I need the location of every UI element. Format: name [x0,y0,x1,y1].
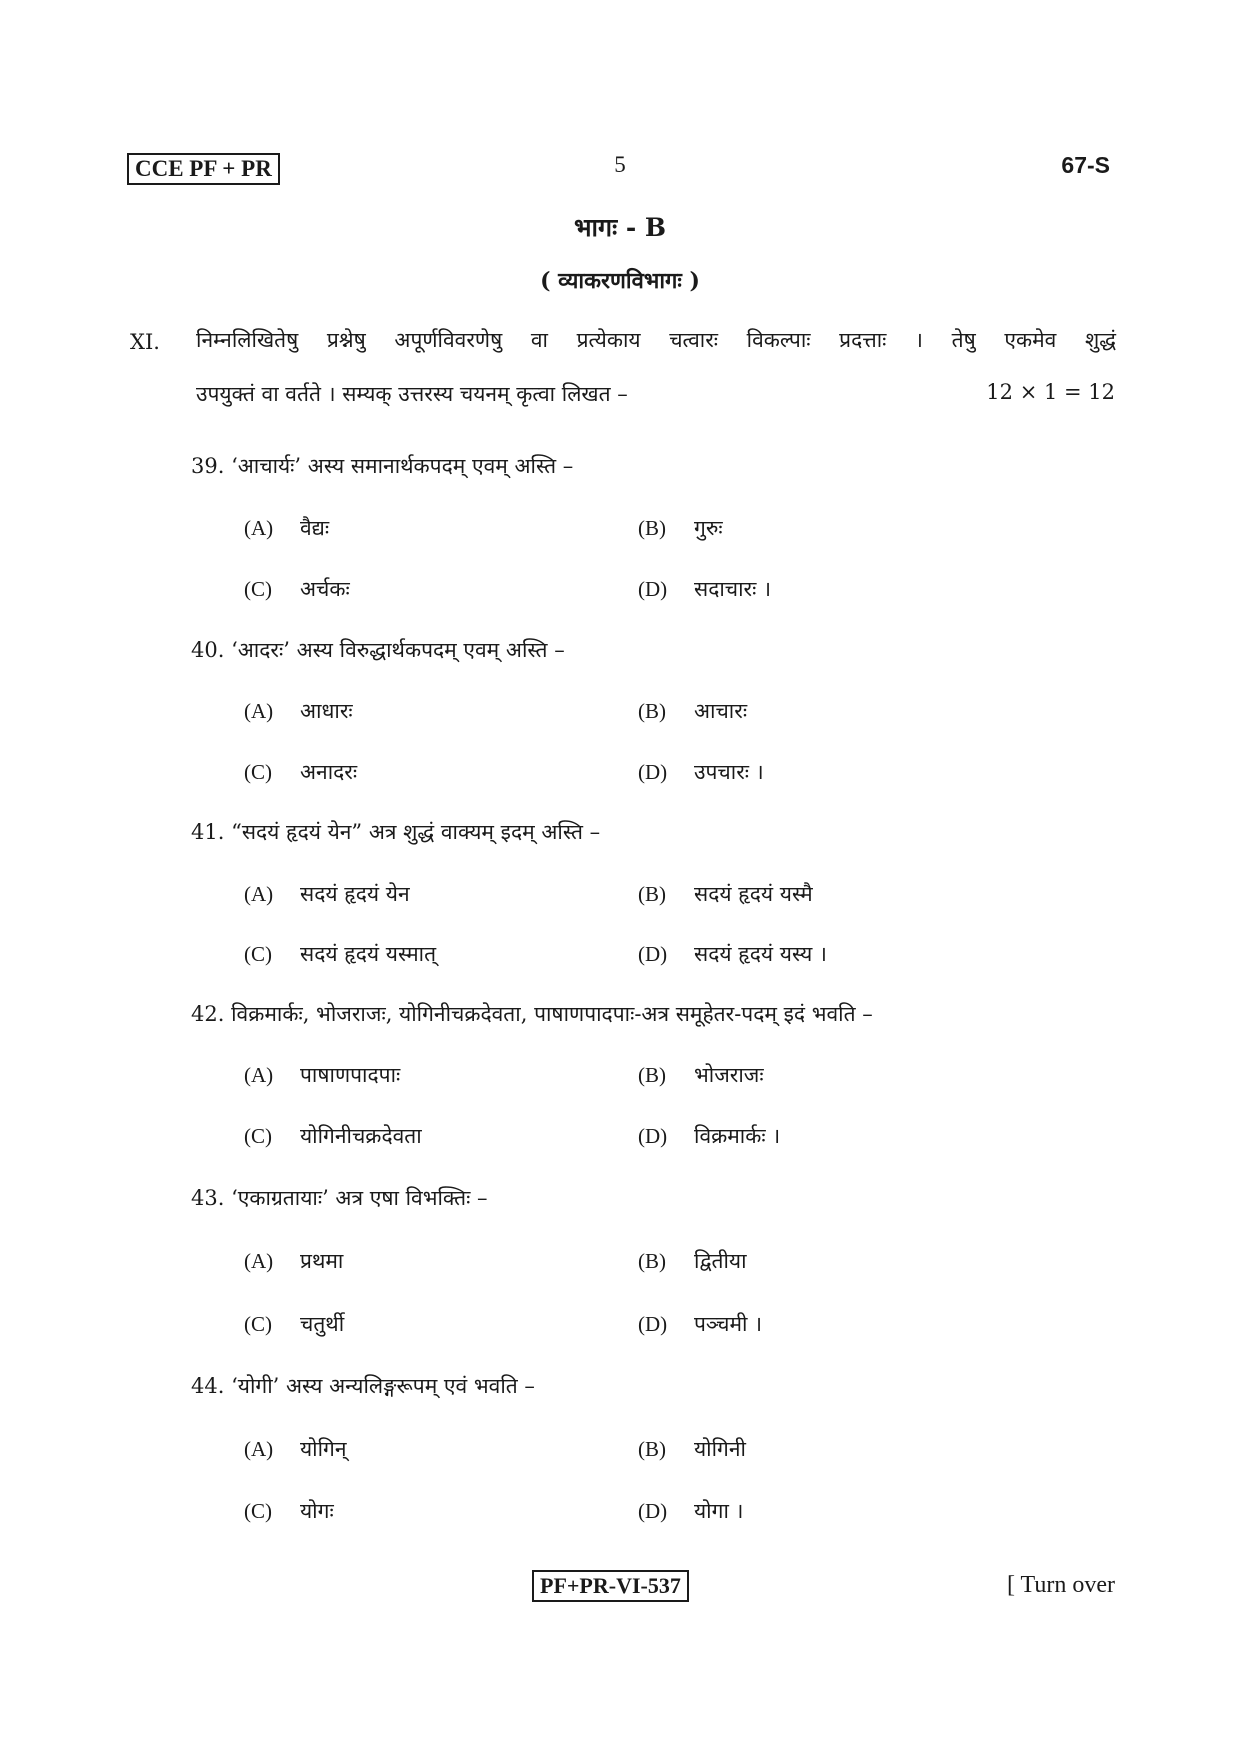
option-c [244,1310,344,1338]
paper-code: 67-S [1061,152,1110,178]
option-b [638,514,723,542]
section-instruction-line-1: निम्नलिखितेषु प्रश्नेषु अपूर्णविवरणेषु वा प्रत्येकाय चत्वारः विकल्पाः प्रदत्ताः । तेषु एकमेव शुद्धं [196,328,1116,352]
option-b [638,1247,747,1275]
option-label: (C) [244,1499,272,1523]
option-c [244,758,357,786]
option-label: (A) [244,1249,274,1273]
option-text: उपचारः । [694,760,764,784]
option-label: (B) [638,1437,666,1461]
option-c [244,575,350,603]
option-text: सदयं हृदयं यस्मै [694,882,813,906]
question-41 [191,818,600,846]
question-text: ‘आचार्यः’ अस्य समानार्थकपदम् एवम् अस्ति – [231,454,574,478]
option-c [244,940,436,968]
option-label: (C) [244,577,272,601]
option-c [244,1122,422,1150]
option-text: योगिन् [300,1437,347,1461]
option-label: (B) [638,516,666,540]
option-text: सदयं हृदयं यस्य । [694,942,827,966]
question-number: 41. [191,820,225,844]
question-text: विक्रमार्कः, भोजराजः, योगिनीचक्रदेवता, पाषाणपादपाः-अत्र समूहेतर-पदम् इदं भवति – [231,1002,873,1026]
option-text: आधारः [300,699,353,723]
option-a [244,1247,343,1275]
option-label: (A) [244,882,274,906]
section-instruction-line-2: उपयुक्तं वा वर्तते । सम्यक् उत्तरस्य चयनम् कृत्वा लिखत – [196,382,628,406]
question-number: 44. [191,1374,225,1398]
option-label: (A) [244,516,274,540]
option-text: भोजराजः [694,1063,764,1087]
question-number: 43. [191,1186,225,1210]
option-a [244,880,410,908]
option-text: अर्चकः [300,577,350,601]
option-a [244,1061,400,1089]
option-label: (D) [638,942,668,966]
option-text: गुरुः [694,516,723,540]
question-42 [191,1000,873,1028]
option-a [244,697,353,725]
option-text: योगः [300,1499,334,1523]
option-text: सदयं हृदयं यस्मात् [300,942,437,966]
option-label: (B) [638,882,666,906]
question-text: “सदयं हृदयं येन” अत्र शुद्धं वाक्यम् इदम् अस्ति – [231,820,601,844]
option-d [638,1122,780,1150]
option-label: (C) [244,1312,272,1336]
option-text: सदाचारः । [694,577,772,601]
option-label: (D) [638,1312,668,1336]
question-number: 42. [191,1002,225,1026]
option-label: (D) [638,577,668,601]
option-label: (D) [638,1124,668,1148]
option-d [638,758,764,786]
option-text: प्रथमा [300,1249,344,1273]
part-title: भागः - B [573,213,667,242]
option-text: पाषाणपादपाः [300,1063,401,1087]
question-40 [191,636,565,664]
option-text: आचारः [694,699,748,723]
question-number: 39. [191,454,225,478]
option-text: योगा । [694,1499,744,1523]
option-text: योगिनी [694,1437,746,1461]
section-marks: 12 × 1 = 12 [986,380,1115,404]
option-label: (A) [244,1063,274,1087]
option-label: (C) [244,760,272,784]
option-text: वैद्यः [300,516,330,540]
option-label: (D) [638,760,668,784]
option-text: विक्रमार्कः । [694,1124,781,1148]
option-c [244,1497,334,1525]
option-text: द्वितीया [694,1249,747,1273]
option-d [638,575,771,603]
page-number: 5 [614,152,626,177]
option-label: (B) [638,1063,666,1087]
option-b [638,1061,764,1089]
question-text: ‘आदरः’ अस्य विरुद्धार्थकपदम् एवम् अस्ति – [231,638,565,662]
exam-scheme-code: CCE PF + PR [127,153,280,185]
option-text: चतुर्थी [300,1312,345,1336]
question-39 [191,452,573,480]
option-text: सदयं हृदयं येन [300,882,410,906]
section-number: XI. [130,330,160,354]
question-text: ‘एकाग्रतायाः’ अत्र एषा विभक्तिः – [231,1186,488,1210]
option-b [638,1435,746,1463]
option-d [638,1310,762,1338]
part-subtitle: ( व्याकरणविभागः ) [540,268,700,294]
option-b [638,880,813,908]
question-43 [191,1184,488,1212]
option-b [638,697,747,725]
option-d [638,940,827,968]
option-text: अनादरः [300,760,358,784]
turn-over-note: [ Turn over [1006,1572,1115,1598]
option-label: (D) [638,1499,668,1523]
option-label: (A) [244,699,274,723]
option-label: (A) [244,1437,274,1461]
option-a [244,1435,347,1463]
option-label: (B) [638,1249,666,1273]
option-text: योगिनीचक्रदेवता [300,1124,422,1148]
option-text: पञ्चमी । [694,1312,763,1336]
option-label: (C) [244,942,272,966]
question-number: 40. [191,638,225,662]
option-label: (B) [638,699,666,723]
question-text: ‘योगी’ अस्य अन्यलिङ्गरूपम् एवं भवति – [231,1374,535,1398]
option-d [638,1497,744,1525]
option-label: (C) [244,1124,272,1148]
footer-paper-code: PF+PR-VI-537 [532,1570,689,1602]
question-44 [191,1372,535,1400]
option-a [244,514,329,542]
